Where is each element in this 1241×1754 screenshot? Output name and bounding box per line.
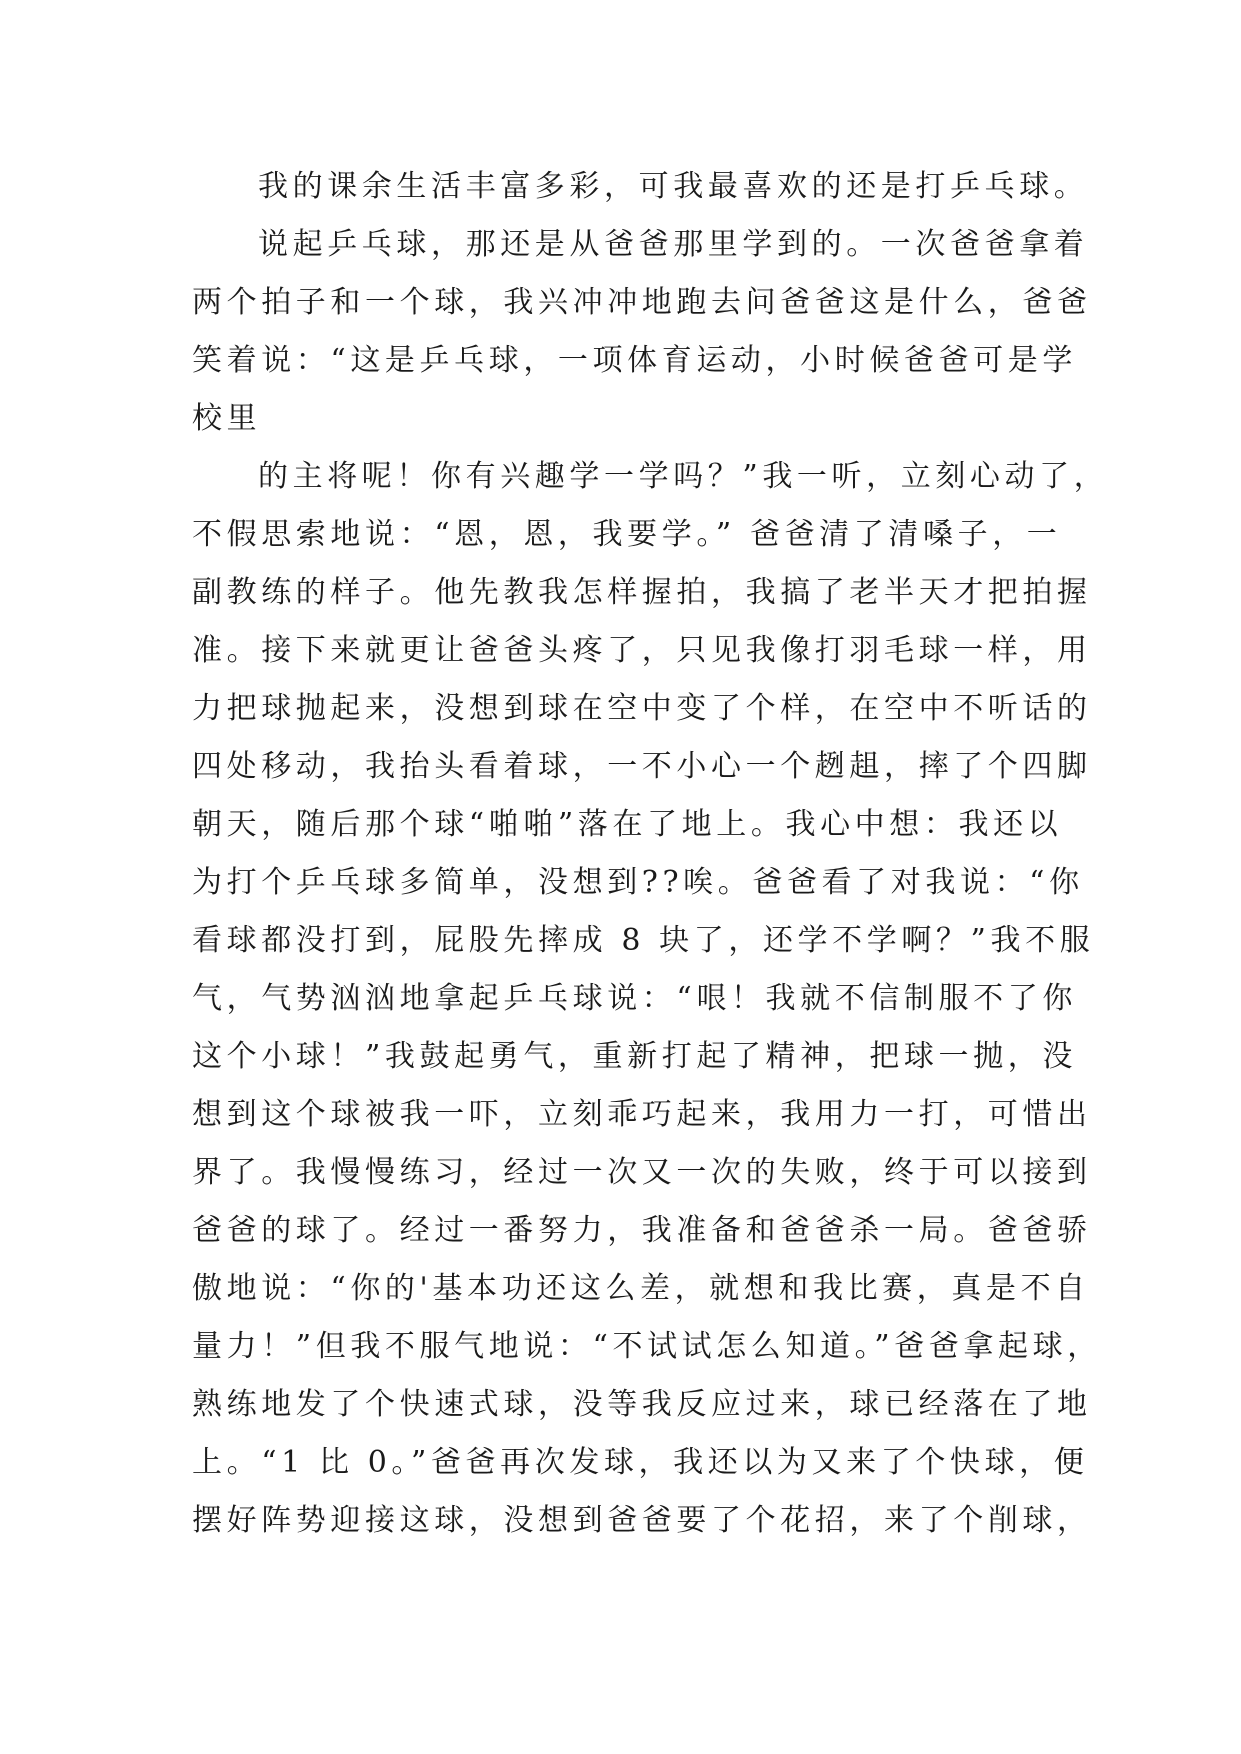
- text-line-16: 这个小球！”我鼓起勇气，重新打起了精神，把球一抛，没: [192, 1039, 1077, 1074]
- text-line-24: 摆好阵势迎接这球，没想到爸爸要了个花招，来了个削球，: [192, 1503, 1092, 1538]
- text-line-21: 量力！”但我不服气地说：“不试试怎么知道。”爸爸拿起球，: [192, 1329, 1102, 1364]
- text-line-8: 副教练的样子。他先教我怎样握拍，我搞了老半天才把拍握: [192, 575, 1092, 610]
- essay-body: [192, 158, 1109, 1550]
- text-line-19: 爸爸的球了。经过一番努力，我准备和爸爸杀一局。爸爸骄: [192, 1213, 1092, 1248]
- text-line-22: 熟练地发了个快速式球，没等我反应过来，球已经落在了地: [192, 1387, 1092, 1422]
- text-line-17: 想到这个球被我一吓，立刻乖巧起来，我用力一打，可惜出: [192, 1097, 1092, 1132]
- text-line-3: 两个拍子和一个球，我兴冲冲地跑去问爸爸这是什么，爸爸: [192, 285, 1092, 320]
- text-line-4: 笑着说：“这是乒乓球，一项体育运动，小时候爸爸可是学: [192, 343, 1077, 378]
- text-line-7: 不假思索地说：“恩，恩，我要学。” 爸爸清了清嗓子，一: [192, 517, 1062, 552]
- text-line-18: 界了。我慢慢练习，经过一次又一次的失败，终于可以接到: [192, 1155, 1092, 1190]
- text-line-11: 四处移动，我抬头看着球，一不小心一个趔趄，摔了个四脚: [192, 749, 1092, 784]
- text-line-5: 校里: [192, 401, 262, 436]
- text-line-2: 说起乒乓球，那还是从爸爸那里学到的。一次爸爸拿着: [258, 227, 1089, 262]
- text-line-6: 的主将呢！你有兴趣学一学吗？”我一听，立刻心动了，: [258, 459, 1109, 494]
- text-line-15: 气，气势汹汹地拿起乒乓球说：“哏！我就不信制服不了你: [192, 981, 1077, 1016]
- text-line-12: 朝天，随后那个球“啪啪”落在了地上。我心中想：我还以: [192, 807, 1063, 842]
- text-line-1: 我的课余生活丰富多彩，可我最喜欢的还是打乒乓球。: [258, 169, 1089, 204]
- text-line-13: 为打个乒乓球多简单，没想到??唉。爸爸看了对我说：“你: [192, 865, 1084, 900]
- text-line-20: 傲地说：“你的'基本功还这么差，就想和我比赛，真是不自: [192, 1271, 1090, 1306]
- text-line-23: 上。“1 比 0。”爸爸再次发球，我还以为又来了个快球，便: [192, 1445, 1089, 1480]
- text-line-9: 准。接下来就更让爸爸头疼了，只见我像打羽毛球一样，用: [192, 633, 1092, 668]
- text-line-14: 看球都没打到，屁股先摔成 8 块了，还学不学啊？”我不服: [192, 923, 1095, 958]
- text-line-10: 力把球抛起来，没想到球在空中变了个样，在空中不听话的: [192, 691, 1092, 726]
